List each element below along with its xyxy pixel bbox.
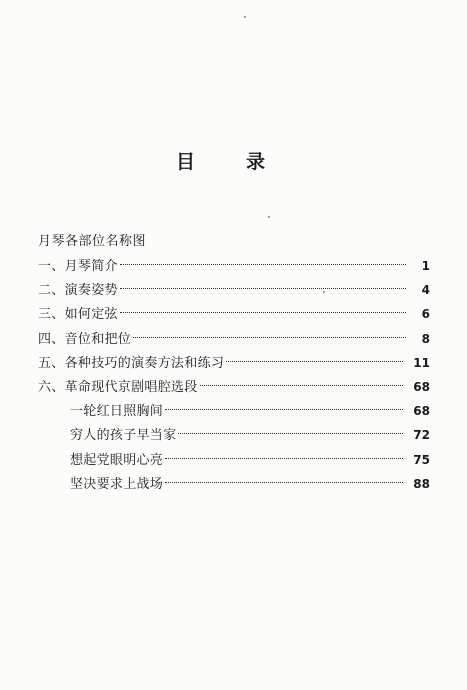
title-char-1: 目 [176, 151, 196, 173]
toc-page-number: 68 [413, 379, 430, 394]
title-char-2: 录 [246, 151, 266, 173]
toc-entry[interactable] [38, 353, 430, 377]
toc-page-number: 6 [421, 307, 430, 322]
toc-leader-dots [165, 409, 403, 410]
toc-entry-label: 五、各种技巧的演奏方法和练习 [38, 355, 225, 371]
toc-leader-dots [133, 337, 406, 338]
toc-page-number: 1 [421, 259, 430, 273]
table-of-contents [38, 232, 430, 498]
toc-subentry[interactable] [38, 425, 430, 449]
toc-leader-dots [120, 312, 406, 313]
page-speck [268, 216, 270, 218]
toc-page-number: 4 [421, 283, 430, 298]
toc-subentry[interactable] [38, 401, 430, 425]
toc-page-number: 68 [413, 404, 430, 419]
toc-entry-label: 四、音位和把位 [38, 331, 132, 347]
toc-subentry[interactable] [38, 450, 430, 474]
toc-entry[interactable] [38, 377, 430, 401]
toc-leader-dots [120, 264, 406, 265]
toc-heading: 月琴各部位名称图 [38, 234, 147, 249]
toc-entry-label: 三、如何定弦 [38, 307, 118, 323]
toc-entry-label: 穷人的孩子早当家 [70, 428, 177, 444]
toc-page-number: 11 [413, 355, 430, 370]
toc-entry-label: 坚决要求上战场 [70, 476, 164, 492]
page-speck [244, 16, 246, 18]
toc-entry[interactable] [38, 304, 430, 328]
toc-entry-label: 六、革命现代京剧唱腔选段 [38, 379, 198, 395]
toc-leader-dots [226, 361, 403, 362]
toc-page-number: 8 [421, 331, 430, 346]
toc-leader-dots [178, 433, 403, 434]
toc-subentry[interactable] [38, 474, 430, 498]
toc-page-number: 75 [413, 452, 430, 467]
page-title [0, 150, 467, 180]
toc-entry[interactable] [38, 256, 430, 280]
toc-entry-label: 一、月琴简介 [38, 259, 118, 274]
toc-leader-dots [200, 385, 404, 386]
toc-entry-label: 二、演奏姿势 [38, 283, 118, 299]
toc-page-number: 88 [413, 476, 430, 491]
toc-entry[interactable] [38, 329, 430, 353]
toc-entry-label: 一轮红日照胸间 [70, 404, 164, 420]
toc-leader-dots [120, 288, 406, 289]
toc-entry[interactable] [38, 280, 430, 304]
toc-page-number: 72 [413, 428, 430, 443]
toc-leader-dots [165, 458, 403, 459]
toc-entry-label: 想起党眼明心亮 [70, 452, 164, 468]
toc-leader-dots [165, 482, 403, 483]
